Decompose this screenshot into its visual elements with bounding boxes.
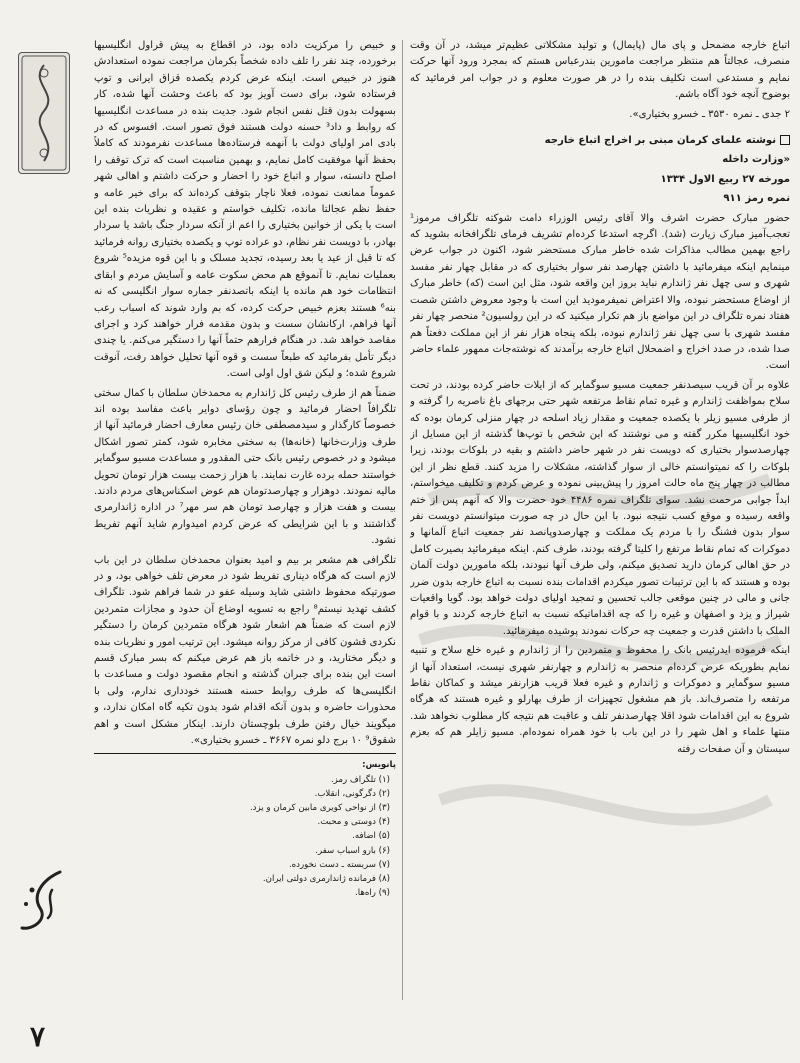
- paragraph: حضور مبارک حضرت اشرف والا آقای رئیس الوزراء دامت شوکته تلگراف مرموز¹ تعجب‌آمیز مبارک زیارت (شد). اگرچه استدعا کرده‌ام تشریف فرمای تلگرافخانه بشوید که راجع بهمین مطالب مذاکرات شده خاطر مبارک مستحضر شود، اکنون در جواب عرض مینمایم اینکه میفرمائید با داشتن چهارصد نفر سوار بختیاری که در مقابل چهار نفر مفسد شهری و سی چهل نفر ژاندارم نباید بروز این واقعه شود، مثل این است (که) خاطر مبارک از اوضاع مستحضر نبوده، والا اعتراض نمیفرمودید این است با وجود معروض داشتن شصت هفتاد نمره تلگراف در این مواضع باز هم تکرار میکنید که در این رولسیون² منحصر چهار نفر مفسد شهری با سی چهل نفر ژاندارم نبوده، بلکه پنجاه هزار نفر از این مملکت دفعتاً هم صدا شده، در صدد اخراج و اضمحلال اتباع خارجه برآمدند که نوشته‌جات ممهور علماء حاضر است.: [410, 212, 790, 372]
- footnote-item: (۴) دوستی و محبت.: [317, 817, 390, 828]
- footnote-list: [94, 773, 396, 901]
- section-heading-text: نوشته علمای کرمان مبنی بر اخراج اتباع خارجه: [544, 135, 776, 147]
- footnote-item: (۶) بارو اسباب سفر.: [315, 845, 390, 856]
- letter-header: «وزارت داخله: [722, 154, 790, 166]
- paragraph: ضمناً هم از طرف رئیس کل ژاندارم به محمدخان سلطان با کمال سختی تلگرافاً احضار فرمائید و چون رؤسای دوایر باعث مفاسد بوده اند خصوصاً کارگذار و سیدمصطفی خان رئیس معارف احضار فرمائید آنها از طرف وزارت‌خانها (خانه‌ها) به سختی مخابره شود، کمتر تصور اشکال میشود و در خصوص رئیس بانک حتی المقدور و مساعدت مسیو سوگمایر خواستند حمله برده غارت نمایند. با هزار زحمت بیست هزار تومان تحویل مالیه نمودند. دوهزار و چهارصدتومان هم عوض اسکناس‌های مردم دادند. بیست و هفت هزار و چهارصد تومان هم سر مهر⁷ در اداره ژاندارمری گذاشتند و با این شرایطی که عرض کردم امیدوارم شاید آنهم تفریط نشود.: [94, 387, 396, 547]
- side-logo-emblem-icon: [19, 53, 69, 173]
- letter-date: مورخه ۲۷ ربیع الاول ۱۳۳۴: [660, 173, 790, 185]
- page-number: ۷: [30, 1020, 46, 1053]
- left-column: [94, 38, 396, 1038]
- footnote-item: (۵) اضافه.: [352, 831, 390, 842]
- footnote-item: (۹) راه‌ها.: [355, 888, 390, 899]
- footnotes: [94, 758, 396, 900]
- paragraph: اتباع خارجه مضمحل و پای مال (پایمال) و تولید مشکلاتی عظیم‌تر میشد، در آن وقت منصرف، عجالتاً هم منتظر مراجعت مامورین بندرعباس هستم که بمجرد ورود آنها حرکت نمایم و مستدعی است تکلیف بنده را در هر صورت معلوم و در جواب امر فرمائید که بوضوح آنچه خود آگاه باشم.: [410, 40, 790, 101]
- footnotes-title: پانویس:: [362, 760, 396, 771]
- letter-code: نمره رمز ۹۱۱: [723, 193, 790, 205]
- section-heading: [410, 133, 790, 149]
- footnote-item: (۱) تلگراف رمز.: [330, 774, 390, 785]
- footnote-item: (۸) فرمانده ژاندارمری دولتی ایران.: [262, 874, 390, 885]
- footnote-item: (۳) از نواحی کویری مابین کرمان و یزد.: [249, 803, 390, 814]
- side-logo: [18, 52, 70, 174]
- right-column: [410, 38, 790, 1038]
- signature-line: ۲ جدی ـ نمره ۳۵۳۰ ـ خسرو بختیاری».: [629, 108, 790, 120]
- paragraph: و خبیص را مرکزیت داده بود، در اقطاع به پیش قراول انگلیسیها برخورده، چند نفر را تلف داده شخصاً بکرمان مراجعت نموده استعدادش هنوز در خبیص است. اینکه عرض کردم یکصده قزاق ایرانی و توپ فرستاده شود، برای دست آویز بود که باعث وحشت آنها شده، کار بسهولت بدون قتل نفس انجام شود. جدیت بنده در مساعدت انگلیسیها که روابط و داد³ حسنه دولت هستند فوق تصور است. افسوس که در بادی امر اولیای دولت با آنهمه فرستاده‌ها مساعدت نفرمودند که کاملاً بحفظ آنها موفقیت کامل نمایم، و بهمین مناسبت است که ترک توقف را اصلح دانسته، سوار و اتباع خود را احضار و حرکت داشتم و اهالی شهر عموماً ممانعت نموده، فعلا ناچار بتوقف کرده‌اند که برای خیر عامه و حفظ نظم عجالتا مانده، تکلیف خواستم و عقیده و نظریات بنده این است یا یکی از خوانین بختیاری را اعم از آنکه سردار جنگ باشد یا سردار بهادر، با دویست نفر نظام، دو عراده توپ و یکصده بختیاری روانه فرمائید که تا قبل از عید یا بعد رسیده، تجدید مسلک و با این قوه مزیده⁵ شروع بعملیات نمایم. تا آنموقع هم محض سکوت عامه و آسایش مردم و ابقای انتظامات خود هم مانده یا اینکه باتصدنفر جماره سوار انگلیسی که نه بنه⁶ هستند بعزم خبیص حرکت کرده، که بم وارد شوند که اسباب رعب آنها فراهم، ارکانشان سست و بدون مقدمه فرار خواهند کرد و اجرای مقاصد خواهد شد. در هنگام فرارهم حتماً آنها را دستگیر می‌کنم. یا چندی دیگر تأمل بفرمائید که طبعاً سست و قوه آنها تحلیل خواهد رفت، آنوقت شروع شده؛ و لیکن شق اول اولی است.: [94, 40, 396, 380]
- paragraph: علاوه بر آن قریب سیصدنفر جمعیت مسیو سوگمایر که از ایلات حاضر کرده بودند، در تحت سلاح بمواظفت ژاندارم و غیره تمام نقاط مرتفعه شهر حتی برجهای باغ ناصریه را گرفته و از طرفی مسیو زیلر با یکصده جمعیت و مقدار زیاد اسلحه در چهار منزلی کرمان بوده که خود انگلیسیها مکرر گفته و می نوشتند که این شخص با توپ‌ها گذشته از این مسایل از چهارصدسوار بختیاری که دویست نفر در شهر حاضر داشتم و بقیه در بلوکات بودند، زیرا بلوکات را که نمیتوانستم خالی از سوار گذاشته، مشکلات را مزید کنند. قطع نظر از این مطالب در چهار پنج ماه حالت امروز را پیش‌بینی نموده و عرض کردم و تکلیف میخواستم، ابداً جوابی مرحمت نشد. سوای تلگراف نمره ۴۴۸۶ خود حضرت والا که آنهم پس از ختم واقعه رسیده و موقع کسب نتیجه نبود. با این حال در چه صورت میتوانستم دویست نفر سوار بدون فشنگ را با مردم یک مملکت و چهارصدوپانصد نفر جمعیت اتباع آلمانها و دموکرات که تمام نقاط مرتفع را کلیتا گرفته بودند، طرف کنم. اینکه میفرمائید بصیرت کامل در حق اهالی کرمان دارید تصدیق میکنم، ولی طرف آنها نبودند، بلکه مامورین دولت آلمان بوده و هستند که با این ترتیبات تصور میکردم اقدامات بنده نسبت به اتباع خارجه بدون ضرر جانی و مالی در چنین موقعی جالب تحسین و تمجید اولیای دولت خواهد بود. گویا واقعیات شیراز و یزد و اصفهان و غیره را که چه اقداماتیکه نسبت به اتباع خارجه کردند و با قوام الملک با داشتن قدرت و جمعیت چه حرکات نمودند پوشیده میفرمائید.: [410, 379, 790, 637]
- footnote-item: (۲) دگرگونی، انقلاب.: [314, 788, 390, 799]
- kerman-logo-icon: [12, 860, 72, 940]
- footnote-rule: [94, 753, 396, 754]
- paragraph: اینکه فرموده ایدرئیس بانک را محفوظ و متمردین را از ژاندارم و غیره خلع سلاح و تنبیه نمایم بطوریکه عرض کرده‌ام منحصر به ژاندارم و چهارنفر شهری نیست، استعداد آنها از مسیو سوگمایر و دموکرات و ژاندارم و غیره فعلا قریب هزارنفر میشد و کماکان نقاط مرتفعه را متصرف‌اند. باز هم مشغول تجهیزات از طرف بهارلو و غیره هستند که هرگاه شروع به این اقدامات شود اقلا چهارصدنفر تلف و عاقبت هم نتیجه کار مطلوب نخواهد شد. منتها علماء و اهل شهر را در این باب با خود همراه نموده‌ام. مسیو زایلر هم که بعزم سیستان و آن صفحات رفته: [410, 645, 790, 755]
- footnote-item: (۷) سربسته ـ دست نخورده.: [288, 859, 390, 870]
- square-bullet-icon: [780, 135, 790, 145]
- column-divider: [402, 40, 403, 1000]
- paragraph: تلگرافی هم مشعر بر بیم و امید بعنوان محمدخان سلطان در این باب لازم است که هرگاه دیناری تفریط شود در معرض تلف خواهی بود، و در صورتیکه محفوظ داشتی شاید وسیله عفو در شما فراهم شود. تلگراف کشف تهدید نیستم⁸ راجع به تسویه اوضاع آن حدود و مجازات متمردین لازم است که ضمناً هم اشعار شود هرگاه متمردین کرمان را دستگیر نکردی قشون کافی از مرکز روانه میشود. این ترتیب امور و نظریات بنده و دیگر مختارید، و در خاتمه باز هم عرض میکنم که بسر مبارک قسم است این بنده برای جبران گذشته و انجام مقصود دولت و مساعدت با انگلیسی‌ها که طرف روابط حسنه هستند خودداری ندارم، ولی با محذورات حاضره و بدون آنکه اقدام شود بدون تکیه گاه امکان ندارد، و میگویند خیال رفتن طرف بلوچستان دارند. اینکار مشکل است و اهم شقوق⁹ ۱۰ برج دلو نمره ۳۶۶۷ ـ خسرو بختیاری».: [94, 554, 396, 747]
